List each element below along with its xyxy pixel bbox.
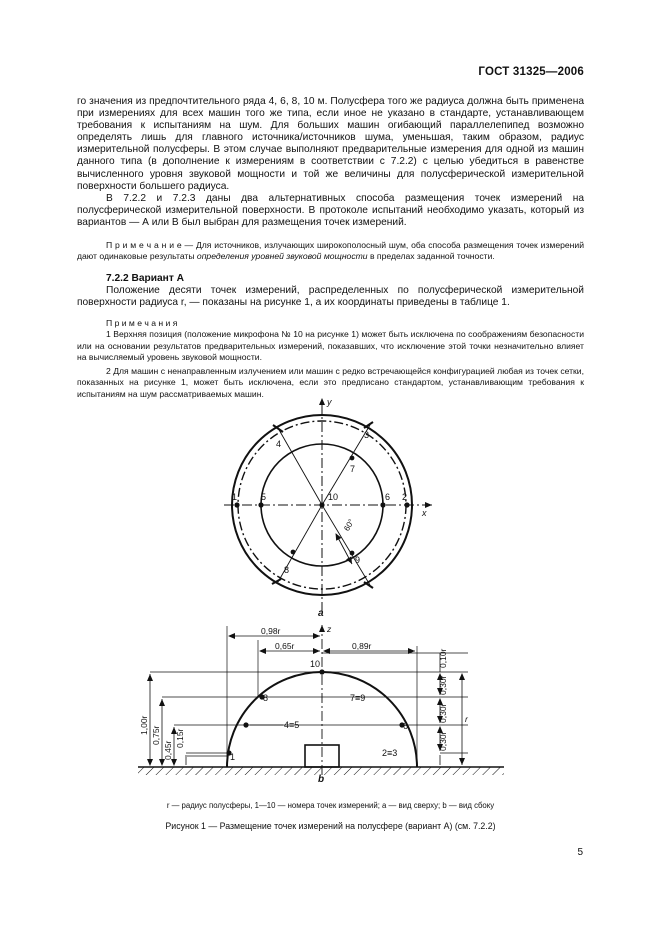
page-number: 5: [577, 847, 583, 858]
side-view: [138, 625, 504, 775]
point-marker: [258, 502, 263, 507]
point-label: 9: [355, 555, 361, 565]
point-label: 1: [230, 752, 236, 762]
section-title: 7.2.2 Вариант А: [106, 272, 184, 284]
dim-label: 0,65r: [275, 641, 295, 651]
top-view: [224, 398, 432, 612]
dim-label: 0,45r: [163, 740, 173, 760]
point-marker: [404, 502, 409, 507]
view-a-label: a: [318, 608, 324, 619]
point-label: 6: [385, 492, 391, 502]
point-marker: [380, 502, 385, 507]
dim-label: 0,10r: [438, 648, 448, 668]
note-1-text-b: в пределах заданной точности.: [367, 251, 495, 262]
dim-label: 0,30r: [438, 675, 448, 695]
point-label: 2≡3: [382, 748, 398, 758]
point-label: 1: [232, 492, 238, 502]
point-marker: [319, 669, 324, 674]
point-label: 8: [263, 693, 269, 703]
note-3: 2 Для машин с ненаправленным излучением или машин с редко встречающейся конфигурацией любая из точек сетки, показанных на рисунке 1, может быть исключена, если это предписано стандартом, устанавливающим требования к испытаниям на шум рассматриваемых машин.: [77, 366, 584, 399]
dim-label: 0,30r: [438, 703, 448, 723]
axis-x-label: x: [422, 508, 427, 518]
dim-label: 1,00r: [139, 715, 149, 735]
dim-label: 0,98r: [261, 626, 281, 636]
paragraph-2: В 7.2.2 и 7.2.3 даны два альтернативных способа размещения точек измерений на полусферической измерительной поверхности. В протоколе испытаний необходимо указать, который из вариантов — А или В был выбран для размещения точек измерений.: [77, 192, 584, 228]
note-1-label: П р и м е ч а н и е: [106, 240, 182, 251]
figure-caption: Рисунок 1 — Размещение точек измерений на полусфере (вариант А) (см. 7.2.2): [165, 821, 496, 831]
point-label: 5: [261, 492, 267, 502]
point-marker: [234, 502, 239, 507]
paragraph-3: Положение десяти точек измерений, распределенных по полусферической измерительной поверхности радиуса r, — показаны на рисунке 1, а их координаты приведены в таблице 1.: [77, 284, 584, 308]
axis-y-label: y: [327, 397, 332, 407]
angle-label: 60°: [342, 517, 357, 533]
dim-label: 0,15r: [175, 728, 185, 748]
note-1-text-em: определения уровней звуковой мощности: [196, 251, 368, 262]
radial-line: [278, 428, 322, 505]
figure-legend: r — радиус полусферы, 1—10 — номера точек измерений; a — вид сверху; b — вид сбоку: [166, 801, 495, 810]
top-view-points: [234, 456, 409, 556]
point-marker: [350, 456, 355, 461]
point-label: 10: [310, 659, 321, 669]
document-header: ГОСТ 31325—2006: [478, 66, 584, 78]
point-label: 10: [328, 492, 339, 502]
note-1-text-a: — Для источников, излучающих широкополосный шум, оба способа размещения точек измерений дают одинаковые результаты: [77, 240, 585, 262]
axis-z-label: z: [327, 624, 332, 634]
view-b-label: b: [318, 774, 325, 785]
point-label: 7: [350, 464, 356, 474]
dim-label: r: [465, 714, 468, 724]
paragraph-1: го значения из предпочтительного ряда 4, 6, 8, 10 м. Полусфера того же радиуса должна быть применена при измерениях для всех машин того же типа, если иное не указано в стандарте, устанавливающем требования к испытаниям на шум. Для больших машин огибающий параллелепипед возможно определять лишь для главного источника/источников шума, уменьшая, таким образом, радиус измерительной полусферы. В этом случае выполняют предварительные измерения для одной из машин данного типа (в дополнение к измерениям в соответствии с 7.2.2) с целью убедиться в равенстве вычисленного уровня звуковой мощности и той же величины для полусферической измерительной поверхности большего радиуса.: [77, 96, 584, 192]
note-2: 1 Верхняя позиция (положение микрофона № 10 на рисунке 1) может быть исключена по соображениям безопасности или на основании результатов предварительных измерений, показавших, что исключение этой точки незначительно влияет на вычисляемый уровень звуковой мощности.: [77, 329, 584, 362]
point-label: 4: [276, 439, 282, 449]
point-label: 8: [284, 565, 290, 575]
point-label: 3: [364, 430, 370, 440]
side-view-points: [226, 669, 404, 755]
point-label: 7≡9: [350, 693, 366, 703]
notes-label: П р и м е ч а н и я: [106, 317, 178, 328]
point-marker: [350, 551, 355, 556]
point-marker: [291, 550, 296, 555]
point-label: 2: [402, 492, 408, 502]
dim-label: 0,89r: [352, 641, 372, 651]
radial-line: [322, 505, 370, 585]
dim-label: 0,75r: [151, 725, 161, 745]
point-label: 6: [403, 721, 409, 731]
radius-arrow: [336, 534, 352, 564]
side-view-labels: [139, 624, 469, 785]
point-label: 4≡5: [284, 720, 300, 730]
point-marker: [243, 722, 248, 727]
dim-label: 0,30r: [438, 731, 448, 751]
point-marker: [319, 502, 324, 507]
